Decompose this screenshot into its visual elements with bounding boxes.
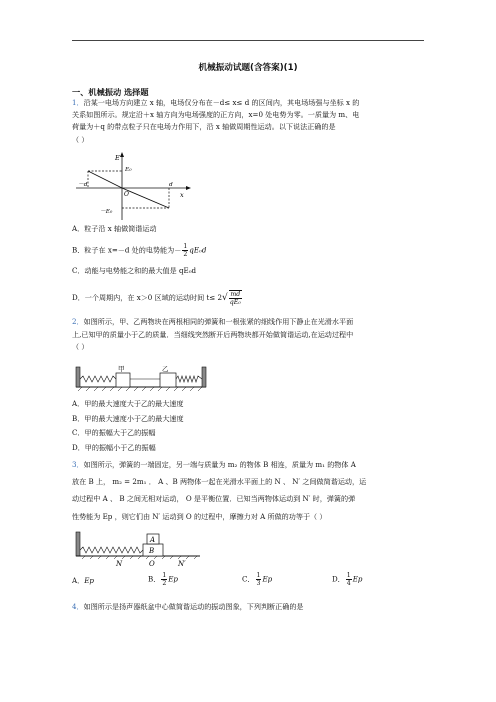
q3-line-4: 性势能为 Ep ，则它们由 N′ 运动到 O 的过程中，摩擦力对 A 所做的功等于（ ） [72, 512, 327, 521]
q3-line-3: 动过程中 A 、 B 之间无相对运动， O 是平衡位置．已知当两物体运动到 N′ 时，弹簧的弹 [72, 494, 356, 503]
q1-text-1: 沿某一电场方向建立 x 轴，电场仅分布在－d≤ x≤ d 的区间内，其电场场强与坐标 x 的 [83, 98, 360, 107]
fig1-d-label: d [169, 182, 173, 188]
q3-text-1: 如图所示，弹簧的一端固定，另一端与质量为 m₂ 的物体 B 相连，质量为 m₁ 的物体 A [83, 460, 356, 469]
doc-title: 机械振动试题(含答案)(1) [198, 63, 298, 73]
q1-number: 1． [72, 98, 84, 107]
fig1-E-label: E [115, 154, 120, 162]
q2-number: 2． [72, 317, 84, 326]
q3-option-b[interactable]: B． $\frac{1}{2}$ Ep [148, 572, 178, 587]
q2-option-c[interactable]: C．甲的振幅大于乙的振幅 [72, 428, 156, 437]
fig1-origin-label: O [124, 191, 129, 198]
q1-option-c[interactable]: C．动能与电势能之和的最大值是 qE₀d [72, 266, 197, 275]
q1-line-1 [72, 98, 359, 108]
q4-line-1 [72, 602, 304, 612]
q1-paren: （ ） [72, 135, 89, 144]
fig1-negd-label: －d [78, 182, 88, 188]
block-b-label: B [149, 547, 155, 555]
fig1-E0-label: E₀ [125, 167, 132, 173]
fig1-x-label: x [180, 191, 184, 199]
q3-option-c[interactable]: C． $\frac{1}{3}$ Ep [242, 572, 273, 587]
q2-spring-figure [74, 361, 210, 395]
q3-line-2: 放在 B 上， m₂ = 2m₁ ． A 、B 两物体一起在光滑水平面上的 N 、 N′ 之间做简谐运动，运 [72, 477, 367, 486]
q1-option-d[interactable]: D．一个周期内，在 x＞0 区域的运动时间 t≤ 2√ $\frac{md}{\text{qE₀}}$ [72, 291, 241, 306]
point-o-label: O [149, 560, 155, 568]
fig1-negE0-label: －E₀ [100, 209, 113, 215]
q3-option-d[interactable]: D． $\frac{1}{4}$ Ep [332, 572, 363, 587]
q3-number: 3． [72, 460, 84, 469]
q3-spring-figure [74, 530, 204, 568]
point-nprime-label: N′ [178, 560, 186, 568]
point-n-label: N [116, 560, 123, 568]
q4-text-1: 如图所示是扬声器纸盆中心做简谐运动的振动图象，下列判断正确的是 [83, 602, 304, 611]
q2-option-b[interactable]: B．甲的最大速度小于乙的最大速度 [72, 414, 184, 423]
q2-line-1 [72, 317, 353, 327]
block-yi-label: 乙 [162, 365, 169, 373]
block-a-label: A [150, 536, 156, 544]
q2-text-1: 如图所示，甲、乙两物块在两根相同的弹簧和一根张紧的细线作用下静止在光滑水平面 [83, 317, 354, 326]
q3-option-a[interactable]: A．Ep [72, 576, 94, 585]
q1-line-3: 荷量为＋q 的带点粒子只在电场力作用下，沿 x 轴做周期性运动。以下说法正确的是 [72, 122, 336, 131]
header-rule [72, 40, 424, 41]
q1-option-b[interactable]: B．粒子在 x=－d 处的电势能为－ $\frac{1}{2}$ qE₀d [72, 243, 207, 258]
section-heading: 一、机械振动 选择题 [72, 87, 149, 97]
q1-line-2: 关系如图所示。规定沿＋x 轴方向为电场强度的正方向，x=0 处电势为零。一质量为 m、电 [72, 110, 360, 119]
q3-line-1 [72, 460, 356, 470]
q2-option-a[interactable]: A．甲的最大速度大于乙的最大速度 [72, 399, 184, 408]
q2-line-2: 上,已知甲的质量小于乙的质量．当细线突然断开后两物块都开始做简谐运动,在运动过程中 [72, 330, 354, 339]
q4-number: 4． [72, 602, 84, 611]
block-jia-label: 甲 [118, 365, 125, 373]
q1-option-a[interactable]: A．粒子沿 x 轴做简谐运动 [72, 224, 157, 233]
q2-option-d[interactable]: D．甲的振幅小于乙的振幅 [72, 443, 156, 452]
q1-field-figure [74, 150, 194, 222]
q2-line-3: （ ） [72, 342, 89, 351]
